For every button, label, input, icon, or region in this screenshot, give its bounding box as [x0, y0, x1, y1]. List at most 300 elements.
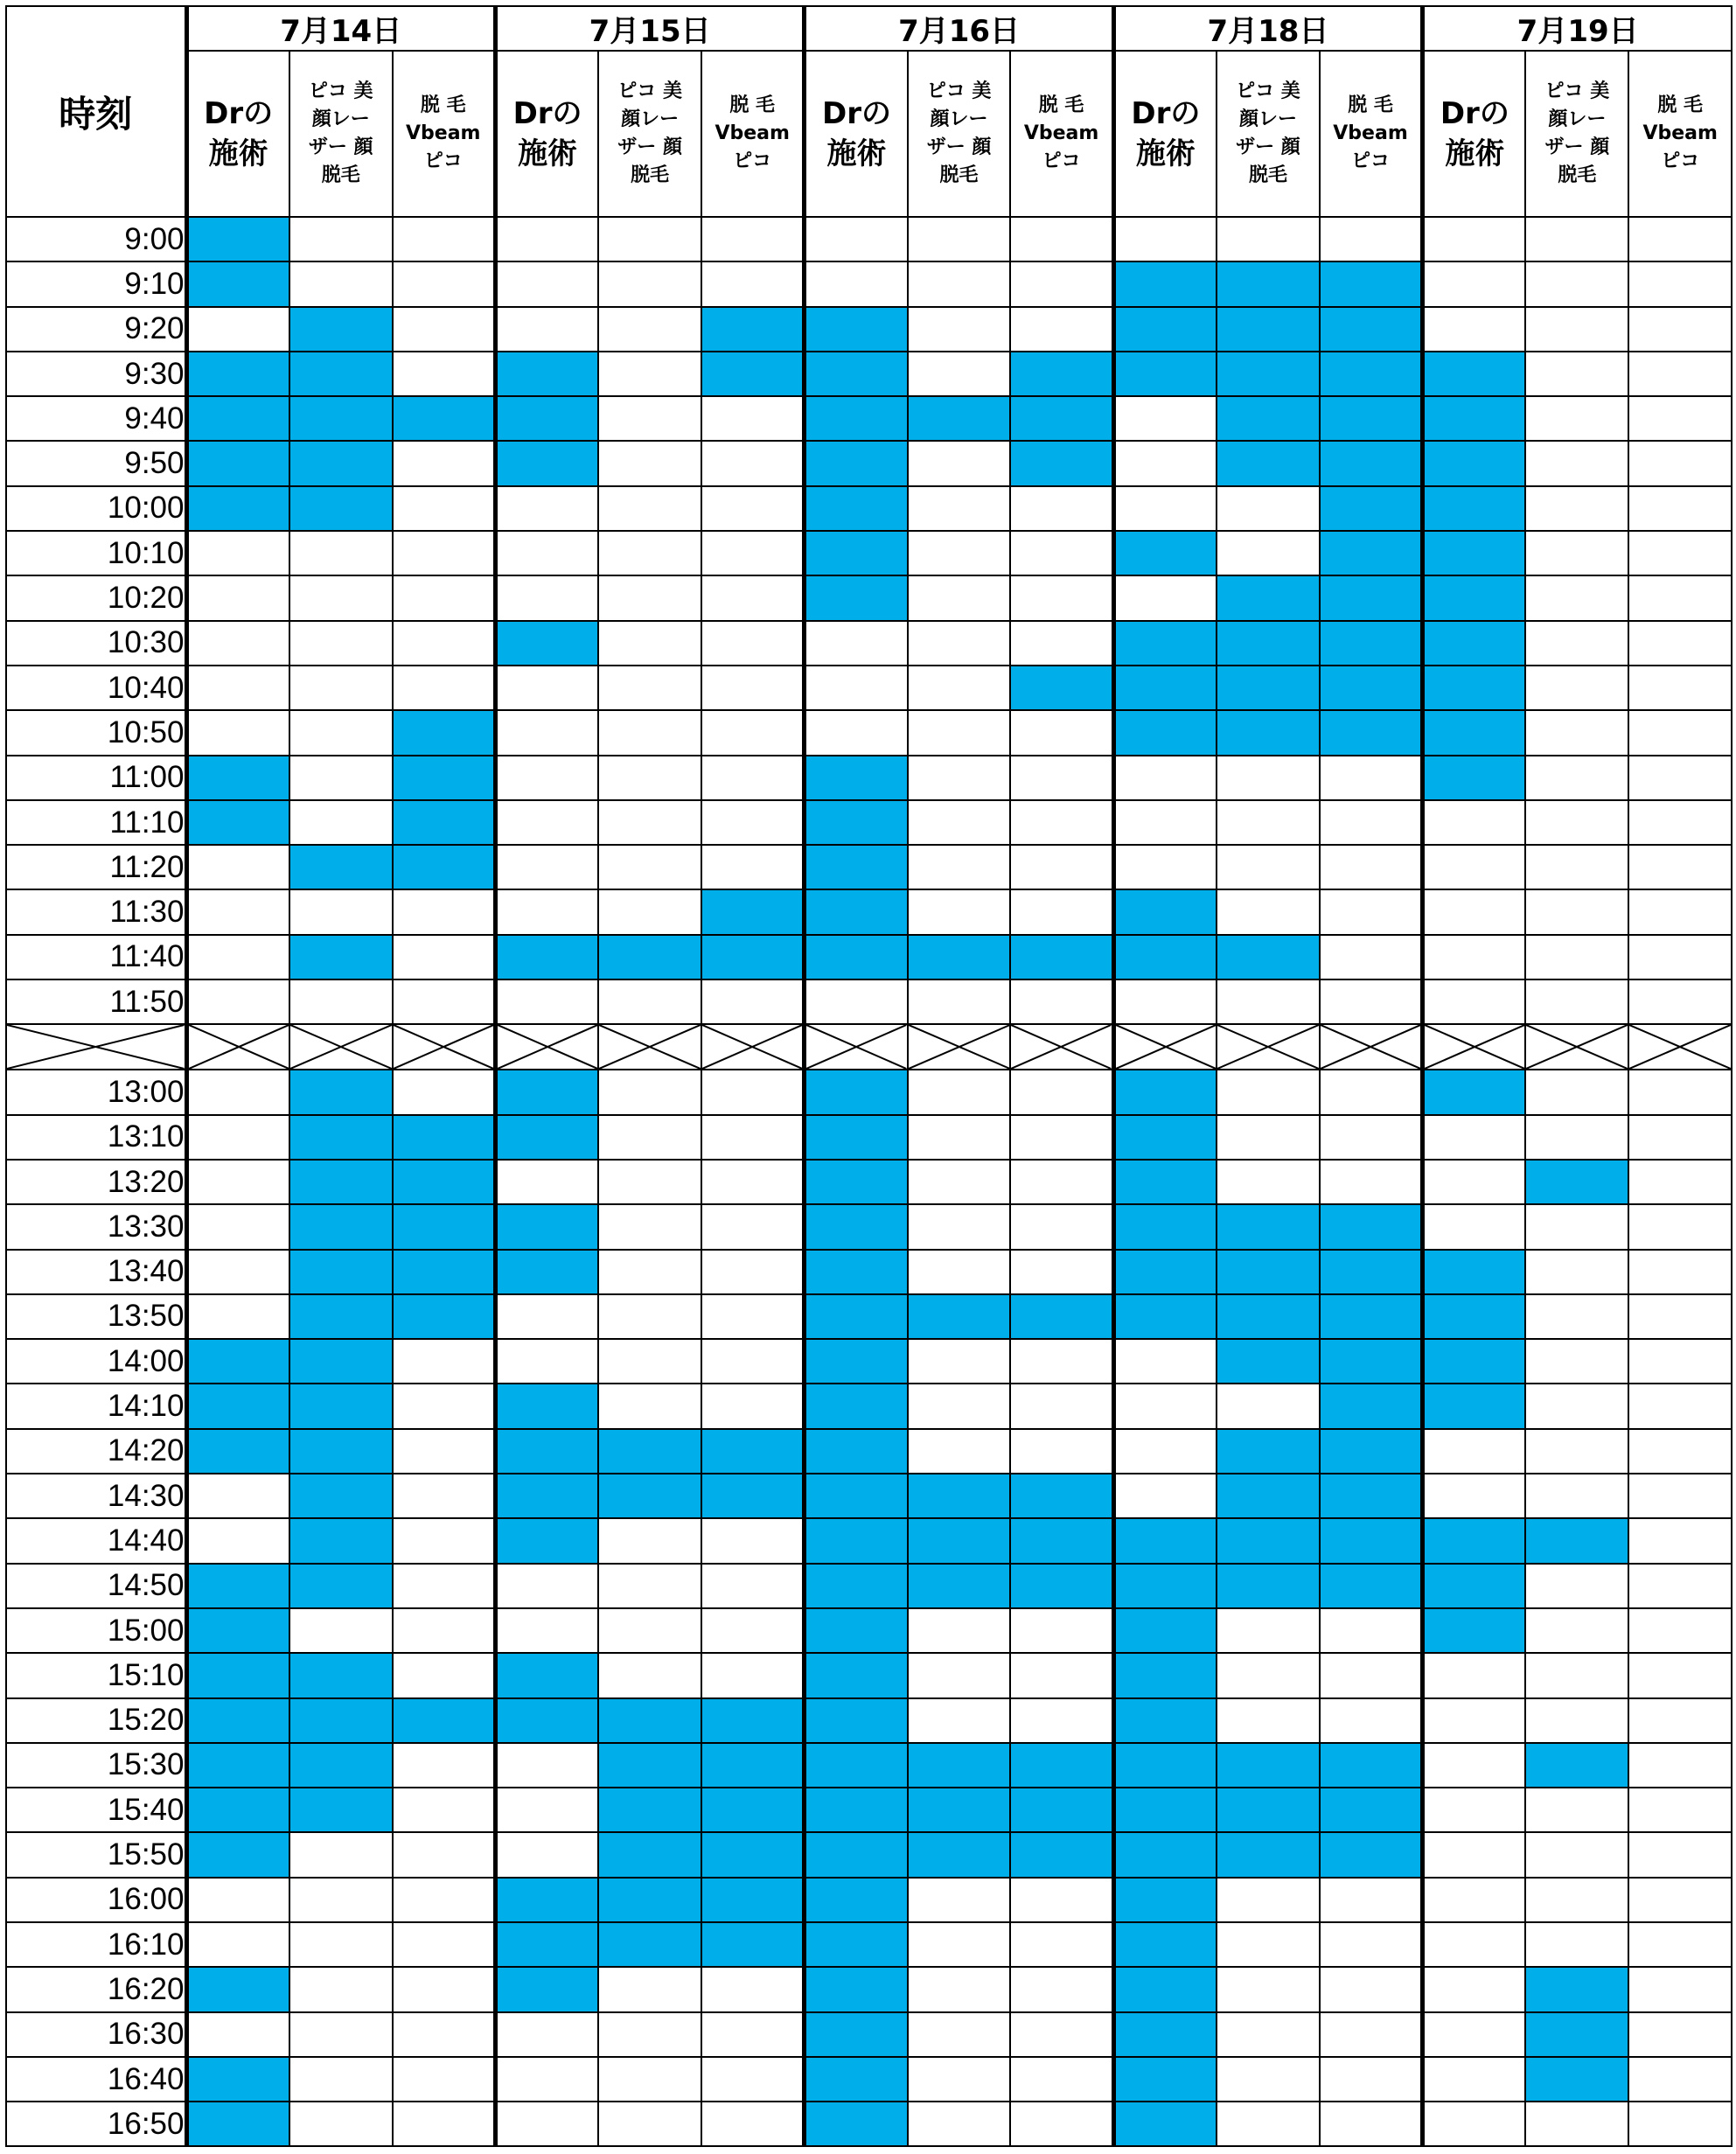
- free-slot[interactable]: [1113, 1339, 1217, 1384]
- free-slot[interactable]: [598, 1070, 701, 1114]
- free-slot[interactable]: [598, 666, 701, 710]
- booked-slot[interactable]: [495, 1429, 598, 1474]
- booked-slot[interactable]: [701, 1922, 805, 1967]
- free-slot[interactable]: [1525, 441, 1628, 485]
- free-slot[interactable]: [805, 710, 908, 755]
- booked-slot[interactable]: [1113, 2057, 1217, 2102]
- booked-slot[interactable]: [701, 1474, 805, 1518]
- free-slot[interactable]: [1628, 1743, 1732, 1788]
- booked-slot[interactable]: [598, 1429, 701, 1474]
- free-slot[interactable]: [289, 1608, 393, 1653]
- booked-slot[interactable]: [186, 2102, 289, 2146]
- free-slot[interactable]: [805, 666, 908, 710]
- free-slot[interactable]: [1525, 531, 1628, 575]
- free-slot[interactable]: [701, 979, 805, 1024]
- free-slot[interactable]: [289, 1878, 393, 1922]
- booked-slot[interactable]: [393, 1204, 496, 1249]
- free-slot[interactable]: [1525, 217, 1628, 261]
- free-slot[interactable]: [393, 261, 496, 306]
- free-slot[interactable]: [598, 1384, 701, 1428]
- free-slot[interactable]: [598, 531, 701, 575]
- booked-slot[interactable]: [289, 1474, 393, 1518]
- booked-slot[interactable]: [908, 1832, 1011, 1877]
- booked-slot[interactable]: [186, 217, 289, 261]
- free-slot[interactable]: [908, 352, 1011, 396]
- free-slot[interactable]: [1628, 261, 1732, 306]
- free-slot[interactable]: [289, 261, 393, 306]
- free-slot[interactable]: [393, 1608, 496, 1653]
- free-slot[interactable]: [186, 1250, 289, 1294]
- free-slot[interactable]: [1217, 2057, 1320, 2102]
- free-slot[interactable]: [1423, 2102, 1526, 2146]
- free-slot[interactable]: [289, 710, 393, 755]
- booked-slot[interactable]: [393, 1294, 496, 1339]
- booked-slot[interactable]: [1217, 1832, 1320, 1877]
- free-slot[interactable]: [186, 845, 289, 889]
- booked-slot[interactable]: [598, 1922, 701, 1967]
- booked-slot[interactable]: [1010, 396, 1113, 441]
- booked-slot[interactable]: [1217, 1788, 1320, 1832]
- booked-slot[interactable]: [289, 1294, 393, 1339]
- booked-slot[interactable]: [393, 1115, 496, 1160]
- free-slot[interactable]: [1628, 800, 1732, 845]
- booked-slot[interactable]: [1217, 710, 1320, 755]
- booked-slot[interactable]: [289, 1429, 393, 1474]
- free-slot[interactable]: [1320, 1698, 1423, 1743]
- free-slot[interactable]: [1320, 217, 1423, 261]
- free-slot[interactable]: [598, 1250, 701, 1294]
- booked-slot[interactable]: [1320, 1384, 1423, 1428]
- free-slot[interactable]: [1525, 1339, 1628, 1384]
- free-slot[interactable]: [701, 621, 805, 666]
- free-slot[interactable]: [1525, 1115, 1628, 1160]
- free-slot[interactable]: [701, 1115, 805, 1160]
- free-slot[interactable]: [1010, 1878, 1113, 1922]
- free-slot[interactable]: [908, 1429, 1011, 1474]
- free-slot[interactable]: [1320, 845, 1423, 889]
- free-slot[interactable]: [701, 1564, 805, 1608]
- free-slot[interactable]: [908, 800, 1011, 845]
- free-slot[interactable]: [1628, 845, 1732, 889]
- free-slot[interactable]: [186, 666, 289, 710]
- booked-slot[interactable]: [701, 1788, 805, 1832]
- free-slot[interactable]: [598, 800, 701, 845]
- booked-slot[interactable]: [805, 1967, 908, 2011]
- free-slot[interactable]: [1113, 575, 1217, 620]
- free-slot[interactable]: [393, 1967, 496, 2011]
- booked-slot[interactable]: [393, 1250, 496, 1294]
- free-slot[interactable]: [393, 1832, 496, 1877]
- booked-slot[interactable]: [186, 1653, 289, 1697]
- free-slot[interactable]: [1113, 756, 1217, 800]
- booked-slot[interactable]: [1113, 1653, 1217, 1697]
- free-slot[interactable]: [598, 352, 701, 396]
- free-slot[interactable]: [1217, 2102, 1320, 2146]
- booked-slot[interactable]: [805, 800, 908, 845]
- booked-slot[interactable]: [289, 486, 393, 531]
- free-slot[interactable]: [186, 935, 289, 979]
- free-slot[interactable]: [701, 1294, 805, 1339]
- free-slot[interactable]: [1320, 1878, 1423, 1922]
- free-slot[interactable]: [289, 1922, 393, 1967]
- booked-slot[interactable]: [805, 531, 908, 575]
- booked-slot[interactable]: [1113, 666, 1217, 710]
- free-slot[interactable]: [1113, 486, 1217, 531]
- free-slot[interactable]: [1010, 217, 1113, 261]
- free-slot[interactable]: [495, 486, 598, 531]
- free-slot[interactable]: [1010, 1115, 1113, 1160]
- booked-slot[interactable]: [289, 1250, 393, 1294]
- booked-slot[interactable]: [1113, 935, 1217, 979]
- booked-slot[interactable]: [701, 1429, 805, 1474]
- booked-slot[interactable]: [186, 261, 289, 306]
- booked-slot[interactable]: [1320, 1204, 1423, 1249]
- free-slot[interactable]: [805, 621, 908, 666]
- free-slot[interactable]: [1525, 710, 1628, 755]
- free-slot[interactable]: [1525, 1608, 1628, 1653]
- booked-slot[interactable]: [495, 1070, 598, 1114]
- free-slot[interactable]: [701, 1967, 805, 2011]
- free-slot[interactable]: [1010, 800, 1113, 845]
- free-slot[interactable]: [1423, 307, 1526, 352]
- booked-slot[interactable]: [805, 1564, 908, 1608]
- free-slot[interactable]: [908, 1339, 1011, 1384]
- booked-slot[interactable]: [495, 1878, 598, 1922]
- free-slot[interactable]: [598, 621, 701, 666]
- free-slot[interactable]: [908, 1250, 1011, 1294]
- booked-slot[interactable]: [393, 845, 496, 889]
- free-slot[interactable]: [495, 261, 598, 306]
- free-slot[interactable]: [598, 1608, 701, 1653]
- free-slot[interactable]: [495, 1564, 598, 1608]
- free-slot[interactable]: [1525, 1250, 1628, 1294]
- free-slot[interactable]: [701, 1204, 805, 1249]
- booked-slot[interactable]: [1217, 1339, 1320, 1384]
- booked-slot[interactable]: [805, 935, 908, 979]
- free-slot[interactable]: [1525, 1429, 1628, 1474]
- free-slot[interactable]: [598, 1160, 701, 1204]
- free-slot[interactable]: [1217, 1653, 1320, 1697]
- free-slot[interactable]: [598, 1294, 701, 1339]
- free-slot[interactable]: [908, 621, 1011, 666]
- booked-slot[interactable]: [805, 1788, 908, 1832]
- free-slot[interactable]: [1320, 1967, 1423, 2011]
- booked-slot[interactable]: [289, 1788, 393, 1832]
- free-slot[interactable]: [1010, 1653, 1113, 1697]
- booked-slot[interactable]: [495, 1518, 598, 1563]
- booked-slot[interactable]: [1217, 352, 1320, 396]
- free-slot[interactable]: [1628, 1832, 1732, 1877]
- booked-slot[interactable]: [805, 1922, 908, 1967]
- free-slot[interactable]: [1525, 1922, 1628, 1967]
- booked-slot[interactable]: [1320, 396, 1423, 441]
- free-slot[interactable]: [1217, 889, 1320, 934]
- free-slot[interactable]: [1423, 1922, 1526, 1967]
- free-slot[interactable]: [1010, 531, 1113, 575]
- free-slot[interactable]: [1423, 217, 1526, 261]
- free-slot[interactable]: [1217, 800, 1320, 845]
- booked-slot[interactable]: [495, 1967, 598, 2011]
- free-slot[interactable]: [1628, 935, 1732, 979]
- free-slot[interactable]: [701, 2102, 805, 2146]
- booked-slot[interactable]: [1217, 1204, 1320, 1249]
- free-slot[interactable]: [701, 2012, 805, 2057]
- booked-slot[interactable]: [495, 1384, 598, 1428]
- booked-slot[interactable]: [1320, 621, 1423, 666]
- booked-slot[interactable]: [805, 1294, 908, 1339]
- booked-slot[interactable]: [1320, 1339, 1423, 1384]
- free-slot[interactable]: [1628, 1474, 1732, 1518]
- free-slot[interactable]: [393, 889, 496, 934]
- free-slot[interactable]: [598, 2057, 701, 2102]
- booked-slot[interactable]: [805, 1832, 908, 1877]
- free-slot[interactable]: [393, 1564, 496, 1608]
- free-slot[interactable]: [908, 756, 1011, 800]
- free-slot[interactable]: [1628, 2057, 1732, 2102]
- free-slot[interactable]: [1525, 307, 1628, 352]
- free-slot[interactable]: [701, 800, 805, 845]
- free-slot[interactable]: [186, 1204, 289, 1249]
- booked-slot[interactable]: [289, 1743, 393, 1788]
- free-slot[interactable]: [1628, 1070, 1732, 1114]
- free-slot[interactable]: [186, 1474, 289, 1518]
- booked-slot[interactable]: [805, 2057, 908, 2102]
- free-slot[interactable]: [1423, 1788, 1526, 1832]
- free-slot[interactable]: [495, 710, 598, 755]
- booked-slot[interactable]: [289, 1204, 393, 1249]
- free-slot[interactable]: [701, 261, 805, 306]
- free-slot[interactable]: [393, 1070, 496, 1114]
- booked-slot[interactable]: [598, 1878, 701, 1922]
- booked-slot[interactable]: [289, 441, 393, 485]
- booked-slot[interactable]: [908, 1474, 1011, 1518]
- free-slot[interactable]: [1217, 1115, 1320, 1160]
- free-slot[interactable]: [1628, 217, 1732, 261]
- free-slot[interactable]: [1113, 979, 1217, 1024]
- booked-slot[interactable]: [1423, 1294, 1526, 1339]
- free-slot[interactable]: [393, 1429, 496, 1474]
- free-slot[interactable]: [1113, 396, 1217, 441]
- free-slot[interactable]: [393, 352, 496, 396]
- booked-slot[interactable]: [805, 1115, 908, 1160]
- free-slot[interactable]: [1010, 2102, 1113, 2146]
- free-slot[interactable]: [1423, 2057, 1526, 2102]
- free-slot[interactable]: [1320, 889, 1423, 934]
- free-slot[interactable]: [1010, 756, 1113, 800]
- booked-slot[interactable]: [1320, 1250, 1423, 1294]
- booked-slot[interactable]: [289, 352, 393, 396]
- free-slot[interactable]: [908, 1070, 1011, 1114]
- free-slot[interactable]: [495, 2057, 598, 2102]
- free-slot[interactable]: [1525, 800, 1628, 845]
- free-slot[interactable]: [186, 1070, 289, 1114]
- booked-slot[interactable]: [1113, 1518, 1217, 1563]
- free-slot[interactable]: [495, 1160, 598, 1204]
- booked-slot[interactable]: [805, 441, 908, 485]
- free-slot[interactable]: [1628, 1115, 1732, 1160]
- free-slot[interactable]: [495, 575, 598, 620]
- free-slot[interactable]: [186, 1878, 289, 1922]
- booked-slot[interactable]: [805, 486, 908, 531]
- free-slot[interactable]: [393, 2102, 496, 2146]
- booked-slot[interactable]: [1113, 1250, 1217, 1294]
- booked-slot[interactable]: [1113, 889, 1217, 934]
- booked-slot[interactable]: [495, 1698, 598, 1743]
- booked-slot[interactable]: [1320, 1788, 1423, 1832]
- booked-slot[interactable]: [805, 1429, 908, 1474]
- booked-slot[interactable]: [186, 1429, 289, 1474]
- free-slot[interactable]: [186, 621, 289, 666]
- booked-slot[interactable]: [1320, 307, 1423, 352]
- free-slot[interactable]: [1423, 1474, 1526, 1518]
- free-slot[interactable]: [1010, 1698, 1113, 1743]
- free-slot[interactable]: [393, 217, 496, 261]
- free-slot[interactable]: [598, 710, 701, 755]
- booked-slot[interactable]: [1113, 1698, 1217, 1743]
- booked-slot[interactable]: [1525, 1518, 1628, 1563]
- booked-slot[interactable]: [289, 307, 393, 352]
- free-slot[interactable]: [805, 217, 908, 261]
- booked-slot[interactable]: [495, 1474, 598, 1518]
- free-slot[interactable]: [701, 1518, 805, 1563]
- free-slot[interactable]: [289, 217, 393, 261]
- free-slot[interactable]: [1525, 621, 1628, 666]
- booked-slot[interactable]: [1217, 1250, 1320, 1294]
- free-slot[interactable]: [186, 1115, 289, 1160]
- free-slot[interactable]: [1010, 486, 1113, 531]
- booked-slot[interactable]: [1010, 441, 1113, 485]
- booked-slot[interactable]: [1217, 1518, 1320, 1563]
- booked-slot[interactable]: [805, 1653, 908, 1697]
- booked-slot[interactable]: [1113, 1608, 1217, 1653]
- booked-slot[interactable]: [1217, 1294, 1320, 1339]
- free-slot[interactable]: [908, 1922, 1011, 1967]
- free-slot[interactable]: [908, 575, 1011, 620]
- booked-slot[interactable]: [1113, 531, 1217, 575]
- booked-slot[interactable]: [701, 1743, 805, 1788]
- free-slot[interactable]: [1010, 979, 1113, 1024]
- free-slot[interactable]: [495, 800, 598, 845]
- free-slot[interactable]: [1628, 1608, 1732, 1653]
- free-slot[interactable]: [805, 979, 908, 1024]
- free-slot[interactable]: [495, 1832, 598, 1877]
- booked-slot[interactable]: [1113, 2102, 1217, 2146]
- free-slot[interactable]: [495, 979, 598, 1024]
- free-slot[interactable]: [908, 261, 1011, 306]
- free-slot[interactable]: [1217, 845, 1320, 889]
- free-slot[interactable]: [1525, 1788, 1628, 1832]
- booked-slot[interactable]: [1320, 1832, 1423, 1877]
- booked-slot[interactable]: [186, 1832, 289, 1877]
- booked-slot[interactable]: [495, 1204, 598, 1249]
- free-slot[interactable]: [1628, 531, 1732, 575]
- free-slot[interactable]: [908, 2012, 1011, 2057]
- free-slot[interactable]: [701, 486, 805, 531]
- free-slot[interactable]: [908, 1115, 1011, 1160]
- free-slot[interactable]: [186, 1294, 289, 1339]
- booked-slot[interactable]: [1320, 531, 1423, 575]
- free-slot[interactable]: [393, 441, 496, 485]
- booked-slot[interactable]: [1113, 1832, 1217, 1877]
- free-slot[interactable]: [393, 979, 496, 1024]
- free-slot[interactable]: [1628, 1204, 1732, 1249]
- free-slot[interactable]: [1525, 845, 1628, 889]
- free-slot[interactable]: [1010, 1967, 1113, 2011]
- free-slot[interactable]: [1423, 889, 1526, 934]
- booked-slot[interactable]: [1113, 1070, 1217, 1114]
- free-slot[interactable]: [908, 1698, 1011, 1743]
- booked-slot[interactable]: [805, 307, 908, 352]
- booked-slot[interactable]: [1113, 621, 1217, 666]
- free-slot[interactable]: [908, 2057, 1011, 2102]
- free-slot[interactable]: [598, 979, 701, 1024]
- free-slot[interactable]: [1113, 1474, 1217, 1518]
- free-slot[interactable]: [393, 1339, 496, 1384]
- free-slot[interactable]: [701, 2057, 805, 2102]
- free-slot[interactable]: [598, 1967, 701, 2011]
- free-slot[interactable]: [908, 531, 1011, 575]
- booked-slot[interactable]: [495, 352, 598, 396]
- free-slot[interactable]: [701, 845, 805, 889]
- booked-slot[interactable]: [598, 1698, 701, 1743]
- free-slot[interactable]: [1628, 1518, 1732, 1563]
- free-slot[interactable]: [495, 1608, 598, 1653]
- booked-slot[interactable]: [1320, 1294, 1423, 1339]
- free-slot[interactable]: [1525, 2102, 1628, 2146]
- booked-slot[interactable]: [1113, 1743, 1217, 1788]
- booked-slot[interactable]: [1113, 2012, 1217, 2057]
- free-slot[interactable]: [1628, 621, 1732, 666]
- booked-slot[interactable]: [805, 1878, 908, 1922]
- booked-slot[interactable]: [908, 1564, 1011, 1608]
- free-slot[interactable]: [1628, 1564, 1732, 1608]
- free-slot[interactable]: [1423, 1878, 1526, 1922]
- booked-slot[interactable]: [1010, 1743, 1113, 1788]
- booked-slot[interactable]: [1217, 1743, 1320, 1788]
- free-slot[interactable]: [1010, 845, 1113, 889]
- booked-slot[interactable]: [701, 307, 805, 352]
- booked-slot[interactable]: [1423, 756, 1526, 800]
- free-slot[interactable]: [393, 1788, 496, 1832]
- free-slot[interactable]: [701, 710, 805, 755]
- free-slot[interactable]: [908, 217, 1011, 261]
- free-slot[interactable]: [1217, 1070, 1320, 1114]
- booked-slot[interactable]: [701, 935, 805, 979]
- free-slot[interactable]: [393, 1384, 496, 1428]
- free-slot[interactable]: [289, 1832, 393, 1877]
- free-slot[interactable]: [1113, 441, 1217, 485]
- booked-slot[interactable]: [186, 756, 289, 800]
- booked-slot[interactable]: [186, 800, 289, 845]
- free-slot[interactable]: [1423, 1429, 1526, 1474]
- free-slot[interactable]: [1320, 756, 1423, 800]
- booked-slot[interactable]: [1320, 1743, 1423, 1788]
- free-slot[interactable]: [1113, 1429, 1217, 1474]
- free-slot[interactable]: [908, 889, 1011, 934]
- free-slot[interactable]: [393, 531, 496, 575]
- booked-slot[interactable]: [1217, 307, 1320, 352]
- free-slot[interactable]: [908, 1653, 1011, 1697]
- free-slot[interactable]: [1628, 1967, 1732, 2011]
- booked-slot[interactable]: [289, 1070, 393, 1114]
- free-slot[interactable]: [701, 531, 805, 575]
- free-slot[interactable]: [1525, 1832, 1628, 1877]
- booked-slot[interactable]: [393, 1698, 496, 1743]
- booked-slot[interactable]: [805, 1518, 908, 1563]
- booked-slot[interactable]: [186, 1384, 289, 1428]
- free-slot[interactable]: [1628, 1250, 1732, 1294]
- free-slot[interactable]: [186, 575, 289, 620]
